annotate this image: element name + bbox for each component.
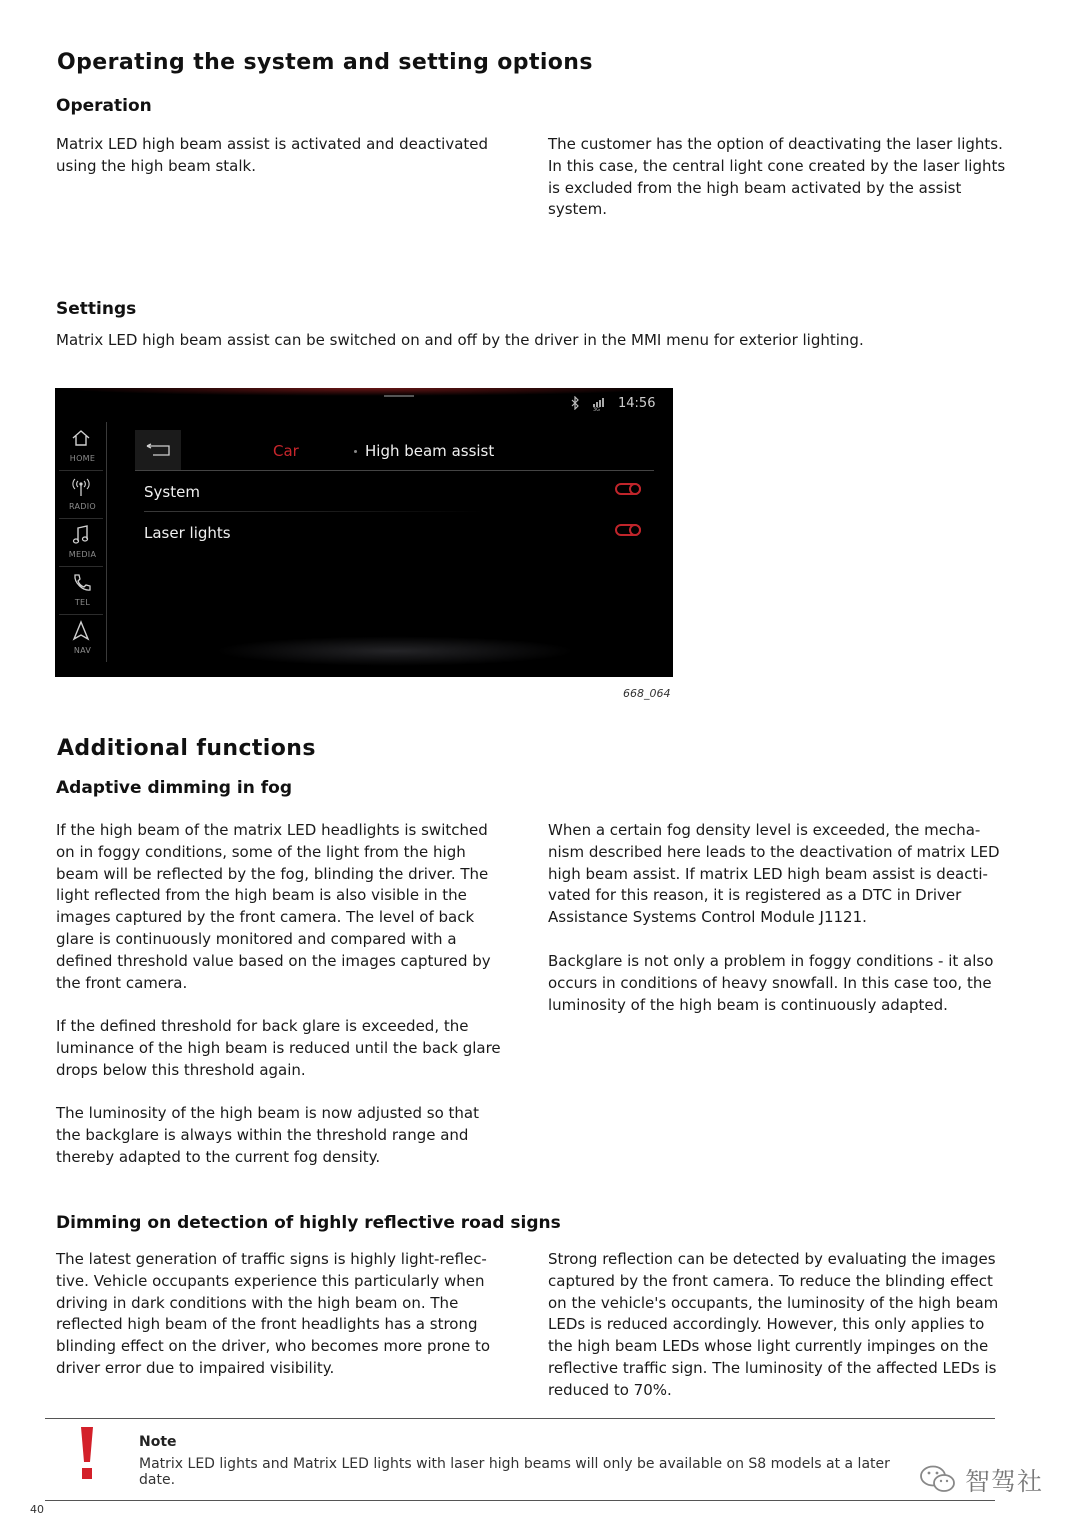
watermark-text: 智驾社 [965,1467,1044,1496]
nav-media[interactable] [55,518,107,566]
operation-right-text: The customer has the option of deactivating the laser lights. In this case, the central light cone created by the laser lights is excluded from the high beam activated by the assist system. [548,135,1006,219]
nav-label: RADIO [68,502,97,511]
exclamation-icon [77,1426,97,1482]
nav-home[interactable] [55,422,107,470]
pull-down-handle[interactable] [384,395,414,397]
signs-right-text: Strong reflection can be detected by evaluating the images captured by the front camera. To reduce the blinding effect on the vehicle's occupants, the luminosity of the high beam LEDs is reduced accordingly. However, this only applies to the high beam LEDs whose light currently impinges on the reflective traffic sign. The luminosity of the affected LEDs is reduced to 70%. [548,1250,999,1399]
operation-left-text: Matrix LED high beam assist is activated and deactivated using the high beam stalk. [56,135,489,175]
svg-text:3G: 3G [593,407,601,411]
breadcrumb-parent[interactable]: Car [273,442,299,460]
breadcrumb-current: High beam assist [365,442,495,460]
note-heading: Note [139,1434,177,1450]
setting-label: Laser lights [144,524,231,542]
laser-lights-toggle[interactable] [615,524,641,536]
setting-row-system[interactable] [135,472,654,512]
settings-heading: Settings [56,299,137,319]
music-icon [71,524,91,546]
home-icon [71,428,91,448]
radio-icon [71,476,91,498]
setting-row-laser-lights[interactable] [135,513,654,553]
page-number: 40 [30,1503,44,1516]
mmi-nav-bar [55,422,106,662]
figure-caption: 668_064 [623,687,671,700]
fog-left-paragraph-2: If the defined threshold for back glare is exceeded, the luminance of the high beam is reduced until the back glare drops below this threshold again. [56,1017,501,1079]
nav-nav[interactable] [55,614,107,662]
nav-label: MEDIA [68,550,97,559]
setting-label: System [144,483,200,501]
bluetooth-icon [570,396,580,410]
clock: 14:56 [618,396,656,411]
page-title: Operating the system and setting options [57,50,593,75]
wechat-icon [918,1463,958,1495]
fog-left-paragraph-3: The luminosity of the high beam is now adjusted so that the backglare is always within the threshold range and thereby adapted to the current fog density. [56,1104,480,1166]
phone-icon [71,572,91,594]
section-title-additional: Additional functions [57,736,316,761]
settings-text: Matrix LED high beam assist can be switched on and off by the driver in the MMI menu for exterior lighting. [56,331,864,349]
signs-heading: Dimming on detection of highly reflective road signs [56,1213,561,1233]
fog-right-paragraph-2: Backglare is not only a problem in foggy conditions - it also occurs in conditions of heavy snowfall. In this case too, the luminosity of the high beam is continuously adapted. [548,952,994,1014]
mmi-screen [55,388,673,677]
signs-left-text: The latest generation of traffic signs is highly light-reflec-tive. Vehicle occupants experience this particularly when driving in dark conditions with the high beam on. The reflected high beam of the front headlights has a strong blinding effect on the driver, who becomes more prone to driver error due to impaired visibility. [56,1250,491,1377]
breadcrumb-separator [354,450,357,453]
fog-left-paragraph-1: If the high beam of the matrix LED headlights is switched on in foggy conditions, some of the light from the high beam will be reflected by the fog, blinding the driver. The light reflected from the high beam is also visible in the images captured by the front camera. The level of back glare is continuously monitored and compared with a defined threshold value based on the images captured by the front camera. [56,821,491,992]
signal-icon [592,395,606,411]
nav-label: HOME [69,454,96,463]
nav-radio[interactable] [55,470,107,518]
system-toggle[interactable] [615,483,641,495]
fog-heading: Adaptive dimming in fog [56,778,292,798]
row-divider [144,511,484,512]
back-button[interactable] [135,430,181,470]
note-text: Matrix LED lights and Matrix LED lights with laser high beams will only be available on S8 models at a later date. [139,1456,890,1488]
nav-label: TEL [74,598,91,607]
operation-heading: Operation [56,96,152,116]
navigation-icon [71,620,91,642]
fog-right-paragraph-1: When a certain fog density level is exceeded, the mecha-nism described here leads to the deactivation of matrix LED high beam assist. If matrix LED high beam assist is deacti-vated for this reason, it is registered as a DTC in Driver Assistance Systems Control Module J1121. [548,821,1000,927]
back-icon [145,443,171,457]
note-top-rule [45,1418,995,1419]
screen-glow [55,388,673,396]
nav-tel[interactable] [55,566,107,614]
note-bottom-rule [45,1500,995,1501]
nav-label: NAV [73,646,92,655]
screen-bottom-glow [215,636,575,666]
